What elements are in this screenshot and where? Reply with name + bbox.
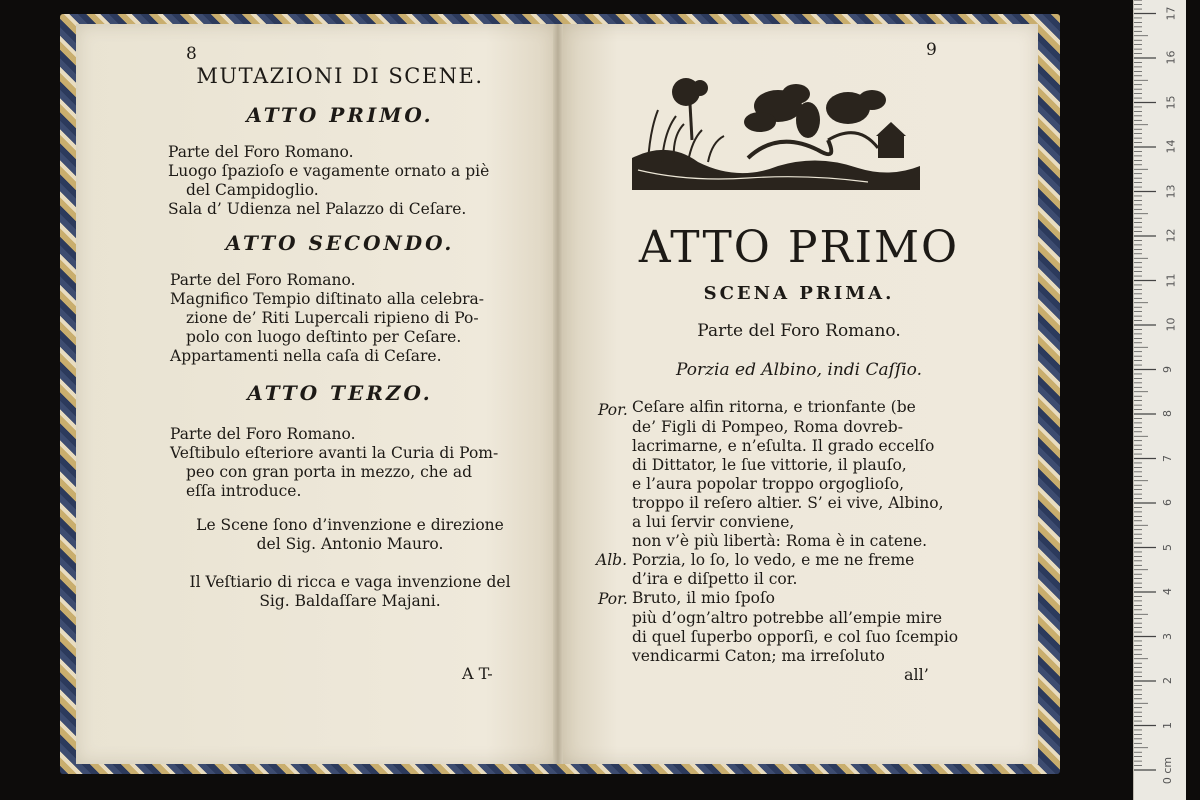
act2-line: Magnifico Tempio diſtinato alla celebra- [170, 290, 485, 308]
speech-line: vendicarmi Caton; ma irreſoluto [632, 647, 885, 665]
act2-line: Appartamenti nella caſa di Ceſare. [170, 347, 442, 365]
ruler-number: 1 [1161, 721, 1174, 729]
speech-line: e l’aura popolar troppo orgoglioſo, [632, 475, 905, 493]
measuring-ruler [1133, 0, 1186, 800]
speech-line: lacrimarne, e n’eſulta. Il grado eccelſo [632, 437, 935, 455]
ruler-number: 12 [1164, 228, 1178, 243]
speaker-label: Por. [598, 401, 628, 419]
woodcut-vignette [628, 70, 924, 192]
speech-line: di quel ſuperbo opporſi, e col ſuo ſcempio [632, 628, 959, 646]
act3-line: Veſtibulo eſteriore avanti la Curia di Pom- [170, 444, 499, 462]
speech-line: de’ Figli di Pompeo, Roma dovreb- [632, 418, 903, 436]
ruler-number: 10 [1164, 317, 1178, 332]
speech-line: più d’ogn’altro potrebbe all’empie mire [632, 609, 943, 627]
ruler-number: 15 [1164, 95, 1178, 109]
ruler-ticks [1134, 0, 1186, 800]
speech-line: a lui ſervir conviene, [632, 513, 795, 531]
act2-heading: ATTO SECONDO. [225, 231, 455, 255]
costume-credit-line: Sig. Baldaſſare Majani. [259, 592, 441, 610]
costume-credit-line: Il Veſtiario di ricca e vaga invenzione del [189, 573, 511, 591]
speaker-label: Alb. [596, 551, 627, 569]
act-title: ATTO PRIMO [638, 222, 960, 273]
ruler-number: 11 [1164, 273, 1178, 287]
ruler-number: 2 [1161, 677, 1174, 684]
speech-line: troppo il reſero altier. S’ ei vive, Albino, [632, 494, 944, 512]
speech-line: Porzia, lo ſo, lo vedo, e me ne freme [632, 551, 915, 569]
speech-line: non v’è più libertà: Roma è in catene. [632, 532, 928, 550]
ruler-zero-label: 0 cm [1161, 756, 1175, 785]
ruler-number: 8 [1161, 410, 1174, 417]
ruler-number: 3 [1161, 632, 1174, 640]
scene-title: SCENA PRIMA. [703, 283, 895, 304]
scene-setting: Parte del Foro Romano. [697, 321, 901, 341]
act1-line: Parte del Foro Romano. [168, 143, 354, 161]
ruler-number: 7 [1161, 454, 1174, 462]
scenery-credit-line: Le Scene ſono d’invenzione e direzione [196, 516, 504, 534]
act1-line: del Campidoglio. [186, 181, 319, 199]
speech-line: Bruto, il mio ſpoſo [632, 589, 776, 607]
act2-line: polo con luogo deſtinto per Ceſare. [186, 328, 462, 346]
right-catchword: all’ [904, 665, 929, 684]
right-page-number: 9 [926, 40, 937, 60]
ruler-number: 13 [1164, 184, 1178, 198]
act1-line: Sala d’ Udienza nel Palazzo di Ceſare. [168, 200, 467, 218]
ruler-number: 5 [1161, 543, 1174, 551]
scene-characters: Porzia ed Albino, indi Caſſio. [675, 360, 923, 380]
act3-line: Parte del Foro Romano. [170, 425, 356, 443]
speech-line: di Dittator, le ſue vittorie, il plauſo, [632, 456, 907, 474]
act3-line: eſſa introduce. [186, 482, 302, 500]
act1-line: Luogo ſpazioſo e vagamente ornato a piè [168, 162, 490, 180]
speech-line: Ceſare alfin ritorna, e trionfante (be [632, 398, 916, 416]
scene-changes-title: MUTAZIONI DI SCENE. [196, 64, 484, 88]
act3-heading: ATTO TERZO. [247, 381, 433, 405]
act3-line: peo con gran porta in mezzo, che ad [186, 463, 473, 481]
act1-heading: ATTO PRIMO. [246, 103, 434, 127]
ruler-number: 4 [1161, 588, 1174, 595]
scenery-credit-line: del Sig. Antonio Mauro. [256, 535, 444, 553]
ruler-number: 6 [1161, 499, 1174, 506]
left-catchword: A T- [462, 664, 493, 683]
left-page-number: 8 [186, 44, 197, 64]
speaker-label: Por. [598, 590, 628, 608]
ruler-number: 16 [1164, 50, 1178, 65]
speech-line: d’ira e diſpetto il cor. [632, 570, 798, 588]
ruler-number: 17 [1164, 6, 1178, 20]
act2-line: Parte del Foro Romano. [170, 271, 356, 289]
ruler-number: 9 [1161, 365, 1174, 373]
act2-line: zione de’ Riti Lupercali ripieno di Po- [186, 309, 479, 327]
ruler-number: 14 [1164, 139, 1178, 154]
book-gutter [553, 24, 563, 764]
